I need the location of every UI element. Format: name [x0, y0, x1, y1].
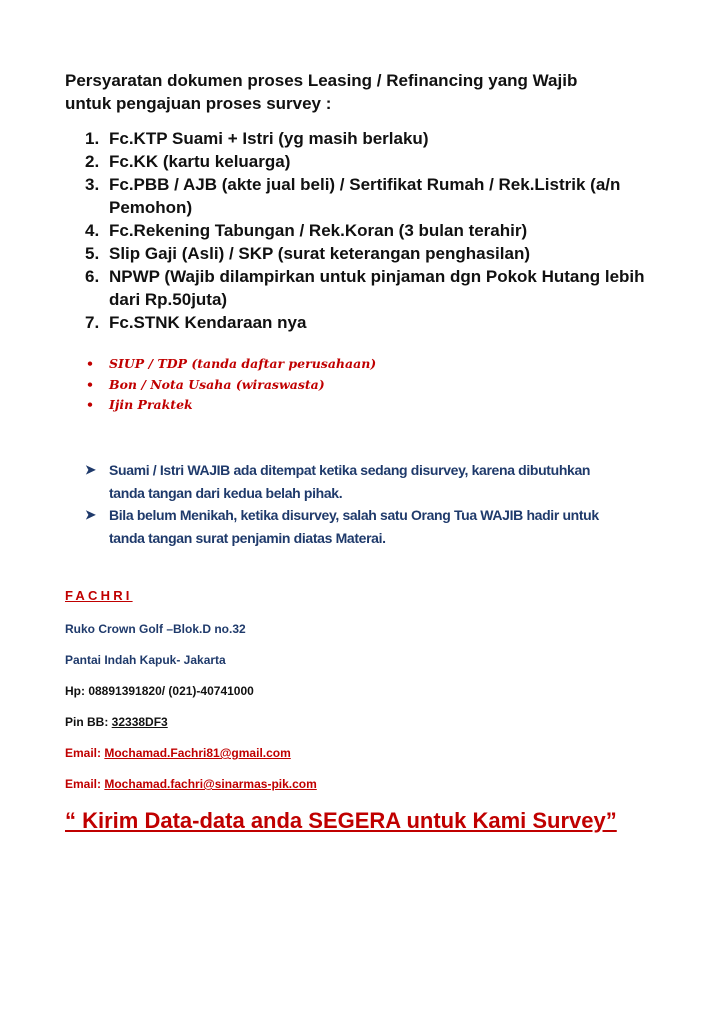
document-heading — [65, 69, 665, 115]
item-number: 4. — [85, 221, 100, 240]
email-link-gmail[interactable]: Mochamad.Fachri81@gmail.com — [104, 746, 291, 760]
email-label: Email: — [65, 746, 105, 760]
call-to-action: “ Kirim Data-data anda SEGERA untuk Kami Survey” — [65, 808, 617, 833]
pin-label: Pin BB: — [65, 715, 112, 729]
item-number: 1. — [85, 129, 100, 148]
item-number: 6. — [85, 267, 100, 286]
requirement-item — [65, 311, 645, 334]
item-text: Fc.KK (kartu keluarga) — [109, 152, 291, 171]
heading-line-2: untuk pengajuan proses survey : — [65, 94, 332, 113]
item-text: Slip Gaji (Asli) / SKP (surat keterangan penghasilan) — [109, 244, 531, 263]
item-text: Fc.PBB / AJB (akte jual beli) / Sertifikat Rumah / Rek.Listrik (a/n Pemohon) — [109, 175, 621, 217]
requirement-item — [65, 173, 645, 219]
bullet-item — [65, 354, 625, 375]
bullet-dot-icon: • — [86, 376, 94, 392]
requirement-item — [65, 242, 645, 265]
arrow-bullet-icon: ➤ — [85, 507, 96, 522]
bullet-dot-icon: • — [86, 356, 94, 371]
bullet-text: SIUP / TDP (tanda daftar perusahaan) — [109, 356, 377, 371]
additional-documents-list — [65, 354, 625, 416]
item-text: Fc.KTP Suami + Istri (yg masih berlaku) — [109, 129, 429, 148]
arrow-bullet-icon: ➤ — [85, 462, 96, 477]
heading-line-1: Persyaratan dokumen proses Leasing / Refinancing yang Wajib — [65, 71, 578, 90]
item-number: 3. — [85, 175, 100, 194]
bullet-item — [65, 395, 625, 416]
contact-address-2: Pantai Indah Kapuk- Jakarta — [65, 653, 226, 667]
requirements-list — [65, 127, 645, 334]
note-text: Suami / Istri WAJIB ada ditempat ketika sedang disurvey, karena dibutuhkan tanda tangan dari kedua belah pihak. — [109, 462, 591, 501]
item-text: Fc.STNK Kendaraan nya — [109, 313, 307, 332]
item-number: 5. — [85, 244, 100, 263]
bullet-text: Ijin Praktek — [109, 397, 193, 412]
item-text: NPWP (Wajib dilampirkan untuk pinjaman dgn Pokok Hutang lebih dari Rp.50juta) — [109, 267, 645, 309]
requirement-item — [65, 219, 645, 242]
bullet-text: Bon / Nota Usaha (wiraswasta) — [109, 376, 325, 392]
bullet-item — [65, 375, 625, 396]
contact-phone: Hp: 08891391820/ (021)-40741000 — [65, 684, 254, 698]
contact-name: FACHRI — [65, 588, 133, 603]
item-number: 7. — [85, 313, 100, 332]
email-link-sinarmas[interactable]: Mochamad.fachri@sinarmas-pik.com — [104, 777, 317, 791]
contact-pin — [65, 714, 665, 730]
note-text: Bila belum Menikah, ketika disurvey, salah satu Orang Tua WAJIB hadir untuk tanda tangan surat penjamin diatas Materai. — [109, 507, 599, 546]
note-item — [65, 459, 625, 504]
requirement-item — [65, 265, 645, 311]
survey-notes-list — [65, 459, 625, 549]
contact-email-2 — [65, 776, 665, 792]
pin-value-link[interactable]: 32338DF3 — [111, 715, 168, 729]
contact-address-1: Ruko Crown Golf –Blok.D no.32 — [65, 622, 246, 636]
contact-email-1 — [65, 745, 665, 761]
bullet-dot-icon: • — [86, 397, 94, 412]
item-text: Fc.Rekening Tabungan / Rek.Koran (3 bulan terahir) — [109, 221, 528, 240]
item-number: 2. — [85, 152, 100, 171]
email-label: Email: — [65, 777, 105, 791]
note-item — [65, 504, 625, 549]
requirement-item — [65, 150, 645, 173]
requirement-item — [65, 127, 645, 150]
